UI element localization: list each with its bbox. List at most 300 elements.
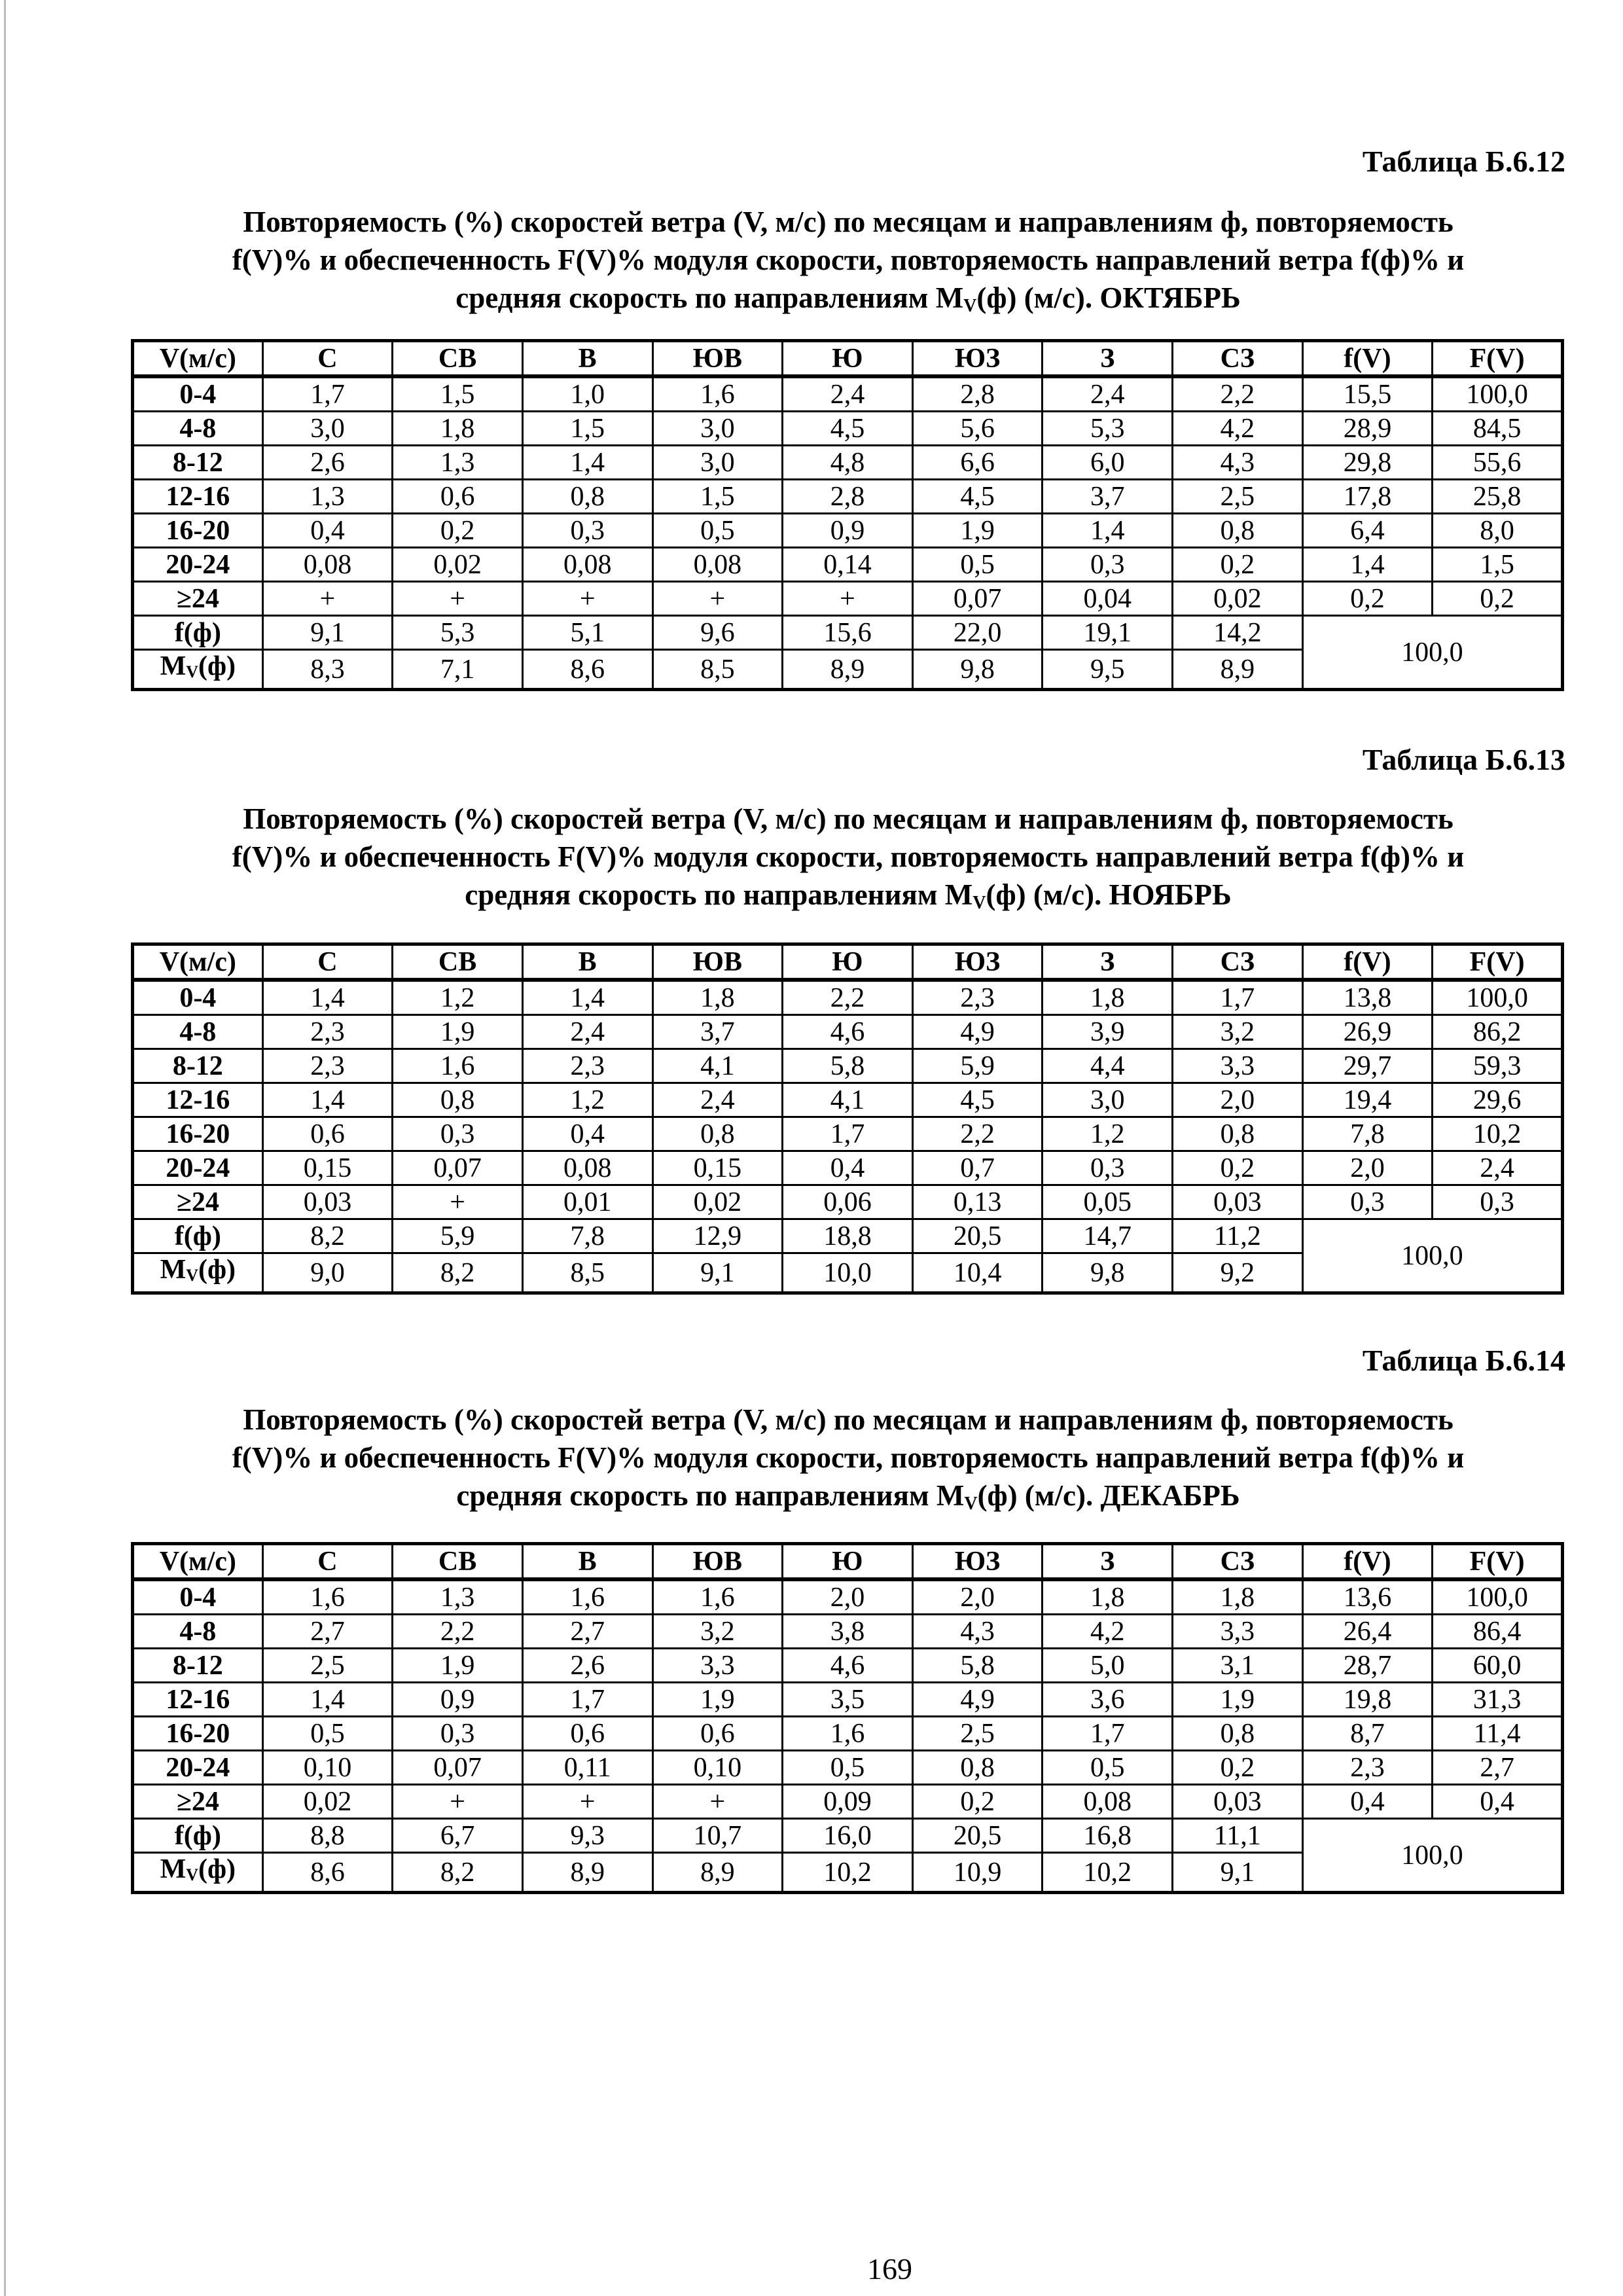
table-cell: 1,8 — [393, 412, 523, 446]
row-label — [133, 1253, 263, 1293]
table-cell: 9,1 — [262, 616, 393, 650]
table-cell: 3,0 — [652, 412, 783, 446]
table-cell: 11,1 — [1173, 1819, 1303, 1853]
table-row — [133, 446, 1563, 480]
table-cell: 0,14 — [783, 548, 913, 582]
table-cell: 3,1 — [1173, 1649, 1303, 1683]
table-cell: + — [783, 582, 913, 616]
mv-suffix: (ф) — [198, 1854, 236, 1884]
table-cell: 11,4 — [1433, 1717, 1563, 1751]
table-cell: 0,7 — [912, 1151, 1043, 1185]
table-cell: 0,3 — [1043, 548, 1173, 582]
table-cell: 1,5 — [393, 376, 523, 412]
table-cell: 3,2 — [1173, 1015, 1303, 1049]
column-header: Ю — [783, 341, 913, 377]
table-row — [133, 1785, 1563, 1819]
table-cell: 1,8 — [1043, 980, 1173, 1015]
table-cell: 14,7 — [1043, 1219, 1173, 1253]
table-cell: 1,8 — [1173, 1579, 1303, 1615]
table-cell: 4,1 — [652, 1049, 783, 1083]
table-cell: 0,03 — [1173, 1785, 1303, 1819]
table-cell: 1,5 — [652, 480, 783, 514]
table-cell: 4,6 — [783, 1649, 913, 1683]
table-cell: + — [393, 1785, 523, 1819]
table-cell: 1,6 — [652, 376, 783, 412]
table-cell: 1,5 — [522, 412, 652, 446]
table-cell: 8,6 — [522, 650, 652, 690]
table-cell: 0,08 — [522, 548, 652, 582]
table-cell: 8,5 — [652, 650, 783, 690]
title-line: f(V)% и обеспеченность F(V)% модуля скорости, повторяемость направлений ветра f(ф)% и — [232, 1441, 1465, 1474]
table-cell: 29,8 — [1302, 446, 1433, 480]
column-header: С — [262, 341, 393, 377]
table-cell: 3,0 — [1043, 1083, 1173, 1117]
table-cell: 2,7 — [522, 1615, 652, 1649]
mv-prefix: M — [160, 1255, 187, 1285]
title-text: средняя скорость по направлениям M — [455, 281, 964, 314]
table-cell: 1,7 — [262, 376, 393, 412]
table-cell: 0,2 — [393, 514, 523, 548]
table-cell: 0,8 — [912, 1751, 1043, 1785]
table-cell: 28,9 — [1302, 412, 1433, 446]
column-header: СЗ — [1173, 944, 1303, 980]
wind-table-october — [131, 339, 1564, 691]
row-label: 20-24 — [133, 548, 263, 582]
table-cell: 4,2 — [1043, 1615, 1173, 1649]
title-line — [131, 876, 1565, 922]
column-header: f(V) — [1302, 341, 1433, 377]
column-header: В — [522, 944, 652, 980]
mv-subscript: V — [186, 1865, 198, 1884]
row-label: 8-12 — [133, 1649, 263, 1683]
table-cell: 20,5 — [912, 1819, 1043, 1853]
table-cell: 8,2 — [262, 1219, 393, 1253]
table-cell: 100,0 — [1433, 1579, 1563, 1615]
column-header: З — [1043, 944, 1173, 980]
table-cell: 1,4 — [262, 1683, 393, 1717]
table-cell: 10,2 — [1433, 1117, 1563, 1151]
column-header: ЮВ — [652, 1544, 783, 1580]
table-cell: 0,15 — [262, 1151, 393, 1185]
table-cell: 1,7 — [522, 1683, 652, 1717]
table-row — [133, 1185, 1563, 1219]
table-cell: 1,0 — [522, 376, 652, 412]
table-cell: 1,7 — [1173, 980, 1303, 1015]
table-cell: 8,0 — [1433, 514, 1563, 548]
table-cell: 0,3 — [1302, 1185, 1433, 1219]
table-row — [133, 1049, 1563, 1083]
row-label: 16-20 — [133, 1117, 263, 1151]
table-cell: 6,6 — [912, 446, 1043, 480]
header-row — [133, 341, 1563, 377]
row-label: 4-8 — [133, 1615, 263, 1649]
table-cell: 0,08 — [652, 548, 783, 582]
table-cell: 8,2 — [393, 1253, 523, 1293]
table-cell: 2,0 — [1302, 1151, 1433, 1185]
column-header: С — [262, 944, 393, 980]
table-cell: 0,6 — [393, 480, 523, 514]
table-cell: 1,2 — [393, 980, 523, 1015]
table-cell: 10,2 — [783, 1853, 913, 1893]
table-cell: 5,3 — [1043, 412, 1173, 446]
column-header: Ю — [783, 944, 913, 980]
table-cell: 3,0 — [262, 412, 393, 446]
page-number: 169 — [867, 2252, 912, 2286]
table-cell: 4,9 — [912, 1683, 1043, 1717]
table-cell: 10,9 — [912, 1853, 1043, 1893]
table-cell: 3,9 — [1043, 1015, 1173, 1049]
table-cell: 8,8 — [262, 1819, 393, 1853]
table-cell: 31,3 — [1433, 1683, 1563, 1717]
table-cell: 9,2 — [1173, 1253, 1303, 1293]
table-cell: 6,0 — [1043, 446, 1173, 480]
table-cell: 2,0 — [912, 1579, 1043, 1615]
direction-frequency-row — [133, 616, 1563, 650]
table-cell: 2,4 — [783, 376, 913, 412]
table-cell: 8,6 — [262, 1853, 393, 1893]
table-cell: 2,2 — [1173, 376, 1303, 412]
table-cell: 84,5 — [1433, 412, 1563, 446]
column-header: СВ — [393, 944, 523, 980]
table-cell: 0,8 — [1173, 1117, 1303, 1151]
table-cell: 2,3 — [522, 1049, 652, 1083]
table-cell: 9,6 — [652, 616, 783, 650]
table-cell: 0,06 — [783, 1185, 913, 1219]
row-label: 4-8 — [133, 412, 263, 446]
title-text: (ф) (м/с). НОЯБРЬ — [986, 878, 1232, 911]
column-header: f(V) — [1302, 1544, 1433, 1580]
table-cell: 3,2 — [652, 1615, 783, 1649]
table-cell: 0,5 — [652, 514, 783, 548]
table-cell: 5,1 — [522, 616, 652, 650]
table-cell: 6,7 — [393, 1819, 523, 1853]
table-cell: 0,5 — [1043, 1751, 1173, 1785]
column-header: F(V) — [1433, 341, 1563, 377]
table-cell: 0,15 — [652, 1151, 783, 1185]
table-cell: 0,01 — [522, 1185, 652, 1219]
table-cell: 13,6 — [1302, 1579, 1433, 1615]
table-cell: 19,8 — [1302, 1683, 1433, 1717]
table-cell: 0,11 — [522, 1751, 652, 1785]
table-cell: 0,3 — [1043, 1151, 1173, 1185]
table-cell: 1,6 — [522, 1579, 652, 1615]
table-cell: 4,9 — [912, 1015, 1043, 1049]
column-header: В — [522, 1544, 652, 1580]
column-header: СЗ — [1173, 1544, 1303, 1580]
row-label: f(ф) — [133, 1819, 263, 1853]
wind-table-december — [131, 1542, 1564, 1894]
table-cell: 2,7 — [262, 1615, 393, 1649]
table-cell: 4,4 — [1043, 1049, 1173, 1083]
table-cell: 0,02 — [1173, 582, 1303, 616]
table-cell: 0,02 — [262, 1785, 393, 1819]
table-cell: 0,2 — [912, 1785, 1043, 1819]
table-cell: 1,3 — [393, 446, 523, 480]
table-cell: 0,5 — [262, 1717, 393, 1751]
table-cell: 9,1 — [1173, 1853, 1303, 1893]
table-cell: 0,6 — [652, 1717, 783, 1751]
table-cell: 5,9 — [912, 1049, 1043, 1083]
table-row — [133, 480, 1563, 514]
table-cell: 3,7 — [1043, 480, 1173, 514]
table-cell: 28,7 — [1302, 1649, 1433, 1683]
table-row — [133, 980, 1563, 1015]
table-cell: 2,8 — [912, 376, 1043, 412]
table-row — [133, 1083, 1563, 1117]
column-header: З — [1043, 1544, 1173, 1580]
table-cell: 2,7 — [1433, 1751, 1563, 1785]
table-cell: 5,0 — [1043, 1649, 1173, 1683]
title-line: Повторяемость (%) скоростей ветра (V, м/с) по месяцам и направлениям ф, повторяемость — [243, 802, 1454, 835]
mv-subscript: V — [186, 662, 198, 681]
table-cell: 12,9 — [652, 1219, 783, 1253]
direction-frequency-row — [133, 1219, 1563, 1253]
table-cell: 0,07 — [393, 1151, 523, 1185]
table-cell: 0,03 — [1173, 1185, 1303, 1219]
title-line: Повторяемость (%) скоростей ветра (V, м/с) по месяцам и направлениям ф, повторяемость — [243, 206, 1454, 238]
table-cell: 16,0 — [783, 1819, 913, 1853]
table-cell: 9,0 — [262, 1253, 393, 1293]
table-cell: 8,5 — [522, 1253, 652, 1293]
row-label: 12-16 — [133, 1083, 263, 1117]
table-row — [133, 1683, 1563, 1717]
table-cell: 0,07 — [912, 582, 1043, 616]
column-header: З — [1043, 341, 1173, 377]
table-cell: 1,6 — [783, 1717, 913, 1751]
table-cell: 3,7 — [652, 1015, 783, 1049]
table-cell: 1,4 — [262, 1083, 393, 1117]
table-cell: 86,4 — [1433, 1615, 1563, 1649]
table-cell: 9,8 — [912, 650, 1043, 690]
table-cell: 4,6 — [783, 1015, 913, 1049]
wind-table-november — [131, 942, 1564, 1295]
table-cell: 1,2 — [1043, 1117, 1173, 1151]
table-cell: 0,10 — [262, 1751, 393, 1785]
table-cell: 1,7 — [1043, 1717, 1173, 1751]
title-text: средняя скорость по направлениям M — [456, 1479, 965, 1512]
table-cell: 0,5 — [783, 1751, 913, 1785]
direction-frequency-row — [133, 1819, 1563, 1853]
row-label: ≥24 — [133, 582, 263, 616]
table-cell: 2,8 — [783, 480, 913, 514]
table-cell: 2,5 — [1173, 480, 1303, 514]
column-header: ЮЗ — [912, 1544, 1043, 1580]
total-cell: 100,0 — [1302, 1219, 1562, 1293]
table-cell: 2,3 — [1302, 1751, 1433, 1785]
row-label: 4-8 — [133, 1015, 263, 1049]
table-cell: 0,10 — [652, 1751, 783, 1785]
table-cell: + — [652, 1785, 783, 1819]
row-label: 16-20 — [133, 514, 263, 548]
table-cell: 8,3 — [262, 650, 393, 690]
table-row — [133, 1615, 1563, 1649]
table-cell: 9,1 — [652, 1253, 783, 1293]
table-cell: 0,3 — [522, 514, 652, 548]
header-row — [133, 1544, 1563, 1580]
column-header: f(V) — [1302, 944, 1433, 980]
table-cell: 0,4 — [522, 1117, 652, 1151]
table-cell: 29,7 — [1302, 1049, 1433, 1083]
table-cell: 1,7 — [783, 1117, 913, 1151]
table-cell: 0,04 — [1043, 582, 1173, 616]
row-label: 12-16 — [133, 480, 263, 514]
row-label: ≥24 — [133, 1185, 263, 1219]
table-cell: 0,13 — [912, 1185, 1043, 1219]
table-cell: 8,2 — [393, 1853, 523, 1893]
table-cell: 0,09 — [783, 1785, 913, 1819]
table-cell: 0,05 — [1043, 1185, 1173, 1219]
column-header: СВ — [393, 341, 523, 377]
table-cell: 15,5 — [1302, 376, 1433, 412]
header-row — [133, 944, 1563, 980]
table-title — [131, 203, 1565, 325]
column-header: СВ — [393, 1544, 523, 1580]
table-cell: 2,0 — [783, 1579, 913, 1615]
table-cell: 9,5 — [1043, 650, 1173, 690]
title-line — [131, 279, 1565, 325]
title-text: (ф) (м/с). ДЕКАБРЬ — [977, 1479, 1240, 1512]
table-cell: 1,4 — [522, 446, 652, 480]
table-cell: 86,2 — [1433, 1015, 1563, 1049]
table-row — [133, 548, 1563, 582]
table-cell: 2,6 — [522, 1649, 652, 1683]
table-cell: 0,6 — [522, 1717, 652, 1751]
table-cell: 3,3 — [1173, 1615, 1303, 1649]
table-cell: 4,2 — [1173, 412, 1303, 446]
table-cell: 1,4 — [522, 980, 652, 1015]
table-cell: 7,8 — [522, 1219, 652, 1253]
table-cell: 0,08 — [262, 548, 393, 582]
table-row — [133, 582, 1563, 616]
table-title — [131, 800, 1565, 922]
table-cell: 0,2 — [1302, 582, 1433, 616]
table-cell: 3,0 — [652, 446, 783, 480]
table-cell: 1,9 — [393, 1649, 523, 1683]
table-cell: 1,2 — [522, 1083, 652, 1117]
table-cell: 0,4 — [1302, 1785, 1433, 1819]
table-cell: 10,4 — [912, 1253, 1043, 1293]
column-header: ЮЗ — [912, 944, 1043, 980]
scan-edge-line — [4, 0, 6, 2296]
table-cell: 20,5 — [912, 1219, 1043, 1253]
table-cell: 3,6 — [1043, 1683, 1173, 1717]
table-cell: 4,1 — [783, 1083, 913, 1117]
table-cell: 60,0 — [1433, 1649, 1563, 1683]
table-cell: 1,9 — [1173, 1683, 1303, 1717]
table-cell: 3,5 — [783, 1683, 913, 1717]
table-cell: 1,9 — [652, 1683, 783, 1717]
table-cell: 3,8 — [783, 1615, 913, 1649]
table-cell: 10,2 — [1043, 1853, 1173, 1893]
table-cell: 9,8 — [1043, 1253, 1173, 1293]
table-cell: 19,4 — [1302, 1083, 1433, 1117]
row-label: 0-4 — [133, 376, 263, 412]
table-row — [133, 1649, 1563, 1683]
table-cell: 4,5 — [912, 1083, 1043, 1117]
row-label: 0-4 — [133, 1579, 263, 1615]
table-row — [133, 514, 1563, 548]
column-header: F(V) — [1433, 944, 1563, 980]
table-row — [133, 1151, 1563, 1185]
table-cell: 26,9 — [1302, 1015, 1433, 1049]
table-cell: 22,0 — [912, 616, 1043, 650]
table-cell: 10,7 — [652, 1819, 783, 1853]
title-line: f(V)% и обеспеченность F(V)% модуля скорости, повторяемость направлений ветра f(ф)% и — [232, 840, 1465, 873]
table-cell: 17,8 — [1302, 480, 1433, 514]
title-subscript: V — [972, 893, 986, 913]
table-row — [133, 1117, 1563, 1151]
row-label: 20-24 — [133, 1751, 263, 1785]
row-label: 8-12 — [133, 1049, 263, 1083]
table-cell: 1,9 — [393, 1015, 523, 1049]
table-label: Таблица Б.6.12 — [1362, 145, 1565, 178]
table-cell: 2,0 — [1173, 1083, 1303, 1117]
table-cell: 0,2 — [1173, 1151, 1303, 1185]
table-cell: 4,5 — [912, 480, 1043, 514]
row-label: ≥24 — [133, 1785, 263, 1819]
column-header: F(V) — [1433, 1544, 1563, 1580]
table-cell: 5,6 — [912, 412, 1043, 446]
table-cell: 8,9 — [522, 1853, 652, 1893]
table-cell: 1,6 — [262, 1579, 393, 1615]
table-cell: 2,2 — [912, 1117, 1043, 1151]
table-cell: 2,5 — [262, 1649, 393, 1683]
table-cell: 2,5 — [912, 1717, 1043, 1751]
table-cell: 10,0 — [783, 1253, 913, 1293]
column-header: V(м/с) — [133, 341, 263, 377]
table-cell: 2,2 — [393, 1615, 523, 1649]
mv-prefix: M — [160, 1854, 187, 1884]
column-header: ЮВ — [652, 341, 783, 377]
table-cell: + — [652, 582, 783, 616]
table-cell: 18,8 — [783, 1219, 913, 1253]
title-line: Повторяемость (%) скоростей ветра (V, м/с) по месяцам и направлениям ф, повторяемость — [243, 1403, 1454, 1436]
table-cell: 0,8 — [652, 1117, 783, 1151]
table-row — [133, 376, 1563, 412]
title-text: средняя скорость по направлениям M — [465, 878, 973, 911]
table-cell: 1,6 — [393, 1049, 523, 1083]
table-cell: 2,4 — [522, 1015, 652, 1049]
table-label: Таблица Б.6.13 — [1362, 743, 1565, 776]
row-label: 12-16 — [133, 1683, 263, 1717]
table-cell: 13,8 — [1302, 980, 1433, 1015]
mv-subscript: V — [186, 1266, 198, 1285]
table-cell: 2,6 — [262, 446, 393, 480]
table-cell: + — [522, 582, 652, 616]
table-cell: 1,4 — [262, 980, 393, 1015]
table-cell: 1,8 — [1043, 1579, 1173, 1615]
row-label: f(ф) — [133, 616, 263, 650]
table-cell: 1,3 — [262, 480, 393, 514]
table-cell: 1,8 — [652, 980, 783, 1015]
table-cell: 14,2 — [1173, 616, 1303, 650]
table-cell: 11,2 — [1173, 1219, 1303, 1253]
table-cell: 4,3 — [912, 1615, 1043, 1649]
table-cell: 55,6 — [1433, 446, 1563, 480]
table-cell: 2,4 — [1433, 1151, 1563, 1185]
table-cell: 100,0 — [1433, 980, 1563, 1015]
table-cell: 0,8 — [1173, 514, 1303, 548]
table-title — [131, 1401, 1565, 1523]
column-header: V(м/с) — [133, 1544, 263, 1580]
table-cell: 3,3 — [1173, 1049, 1303, 1083]
table-cell: 0,9 — [393, 1683, 523, 1717]
column-header: ЮВ — [652, 944, 783, 980]
table-cell: 0,07 — [393, 1751, 523, 1785]
table-cell: 0,8 — [393, 1083, 523, 1117]
table-cell: 1,6 — [652, 1579, 783, 1615]
table-cell: 1,9 — [912, 514, 1043, 548]
